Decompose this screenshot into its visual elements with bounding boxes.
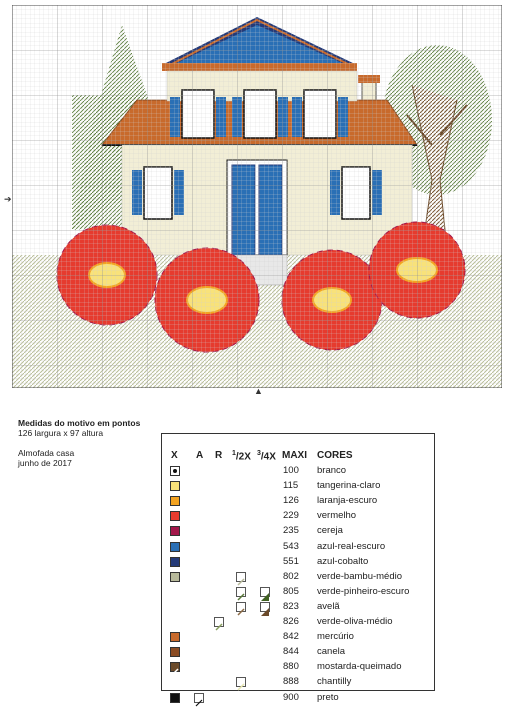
- color-number: 805: [283, 585, 299, 597]
- legend-row: [162, 585, 434, 600]
- color-swatch: [170, 662, 180, 672]
- color-name: avelã: [317, 600, 340, 612]
- color-number: 826: [283, 616, 299, 627]
- stitch-r-mark: [214, 617, 224, 627]
- color-name: cereja: [317, 525, 343, 537]
- color-name: branco: [317, 465, 347, 476]
- color-swatch: [170, 647, 180, 657]
- legend-row: [162, 675, 434, 690]
- color-name: verde-bambu-médio: [317, 570, 403, 582]
- legend-row: [162, 645, 434, 660]
- color-number: 880: [283, 661, 299, 673]
- header-half: $^1$/2X: [232, 450, 251, 463]
- color-number: 551: [283, 555, 299, 567]
- legend-row: [162, 540, 434, 555]
- color-number: 802: [283, 570, 299, 582]
- color-swatch: [170, 693, 180, 703]
- color-swatch: [170, 572, 180, 582]
- legend-row: [162, 600, 434, 615]
- legend-row: [162, 660, 434, 675]
- color-number: 842: [283, 631, 299, 643]
- legend-row: [162, 555, 434, 570]
- color-swatch: [170, 481, 180, 491]
- color-name: azul-cobalto: [317, 555, 369, 567]
- color-swatch: [170, 557, 180, 567]
- color-name: tangerina-claro: [317, 480, 381, 492]
- legend-row: [162, 479, 434, 494]
- three-quarter-stitch-mark: [260, 602, 270, 612]
- info-date: junho de 2017: [18, 458, 72, 468]
- color-name: verde-oliva-médio: [317, 616, 393, 627]
- color-number: 900: [283, 691, 299, 703]
- color-number: 543: [283, 540, 299, 552]
- half-stitch-mark: [236, 677, 246, 687]
- pattern-info: [18, 418, 140, 468]
- three-quarter-stitch-mark: [260, 587, 270, 597]
- bottom-center-arrow-icon: ▲: [254, 386, 263, 396]
- legend-row: [162, 464, 434, 479]
- header-cores: CORES: [317, 450, 353, 461]
- color-name: canela: [317, 646, 345, 658]
- half-stitch-mark: [236, 587, 246, 597]
- color-swatch: [170, 496, 180, 506]
- color-name: verde-pinheiro-escuro: [317, 585, 410, 597]
- info-title: Medidas do motivo em pontos: [18, 418, 141, 428]
- color-name: mercúrio: [317, 631, 354, 643]
- legend-row: [162, 630, 434, 645]
- color-number: 844: [283, 646, 299, 658]
- legend-row: [162, 615, 434, 630]
- color-legend: [161, 433, 435, 703]
- info-name: Almofada casa: [18, 448, 75, 458]
- color-swatch: [170, 466, 180, 476]
- color-number: 100: [283, 465, 299, 476]
- legend-row: [162, 509, 434, 524]
- half-stitch-mark: [236, 572, 246, 582]
- cross-stitch-chart: [12, 5, 502, 388]
- color-number: 823: [283, 600, 299, 612]
- color-name: vermelho: [317, 510, 357, 522]
- color-swatch: [170, 511, 180, 521]
- color-swatch: [170, 542, 180, 552]
- color-number: 229: [283, 510, 299, 522]
- left-center-arrow-icon: ➔: [4, 194, 12, 204]
- header-x: X: [171, 450, 178, 461]
- legend-row: [162, 524, 434, 539]
- half-stitch-mark: [236, 602, 246, 612]
- color-name: laranja-escuro: [317, 495, 378, 507]
- header-maxi: MAXI: [282, 450, 307, 461]
- color-name: chantilly: [317, 676, 352, 688]
- color-number: 888: [283, 676, 299, 688]
- color-number: 115: [283, 480, 299, 492]
- header-a: A: [196, 450, 204, 461]
- legend-row: [162, 494, 434, 509]
- info-size: 126 largura x 97 altura: [18, 428, 104, 438]
- stitch-a-mark: [194, 693, 204, 703]
- color-name: azul-real-escuro: [317, 540, 386, 552]
- legend-row: [162, 691, 434, 706]
- legend-row: [162, 570, 434, 585]
- header-r: R: [215, 450, 223, 461]
- color-name: mostarda-queimado: [317, 661, 402, 673]
- color-name: preto: [317, 691, 339, 703]
- color-swatch: [170, 526, 180, 536]
- header-three-quarter: $^3$/4X: [257, 450, 276, 463]
- color-number: 235: [283, 525, 299, 537]
- color-number: 126: [283, 495, 299, 507]
- color-swatch: [170, 632, 180, 642]
